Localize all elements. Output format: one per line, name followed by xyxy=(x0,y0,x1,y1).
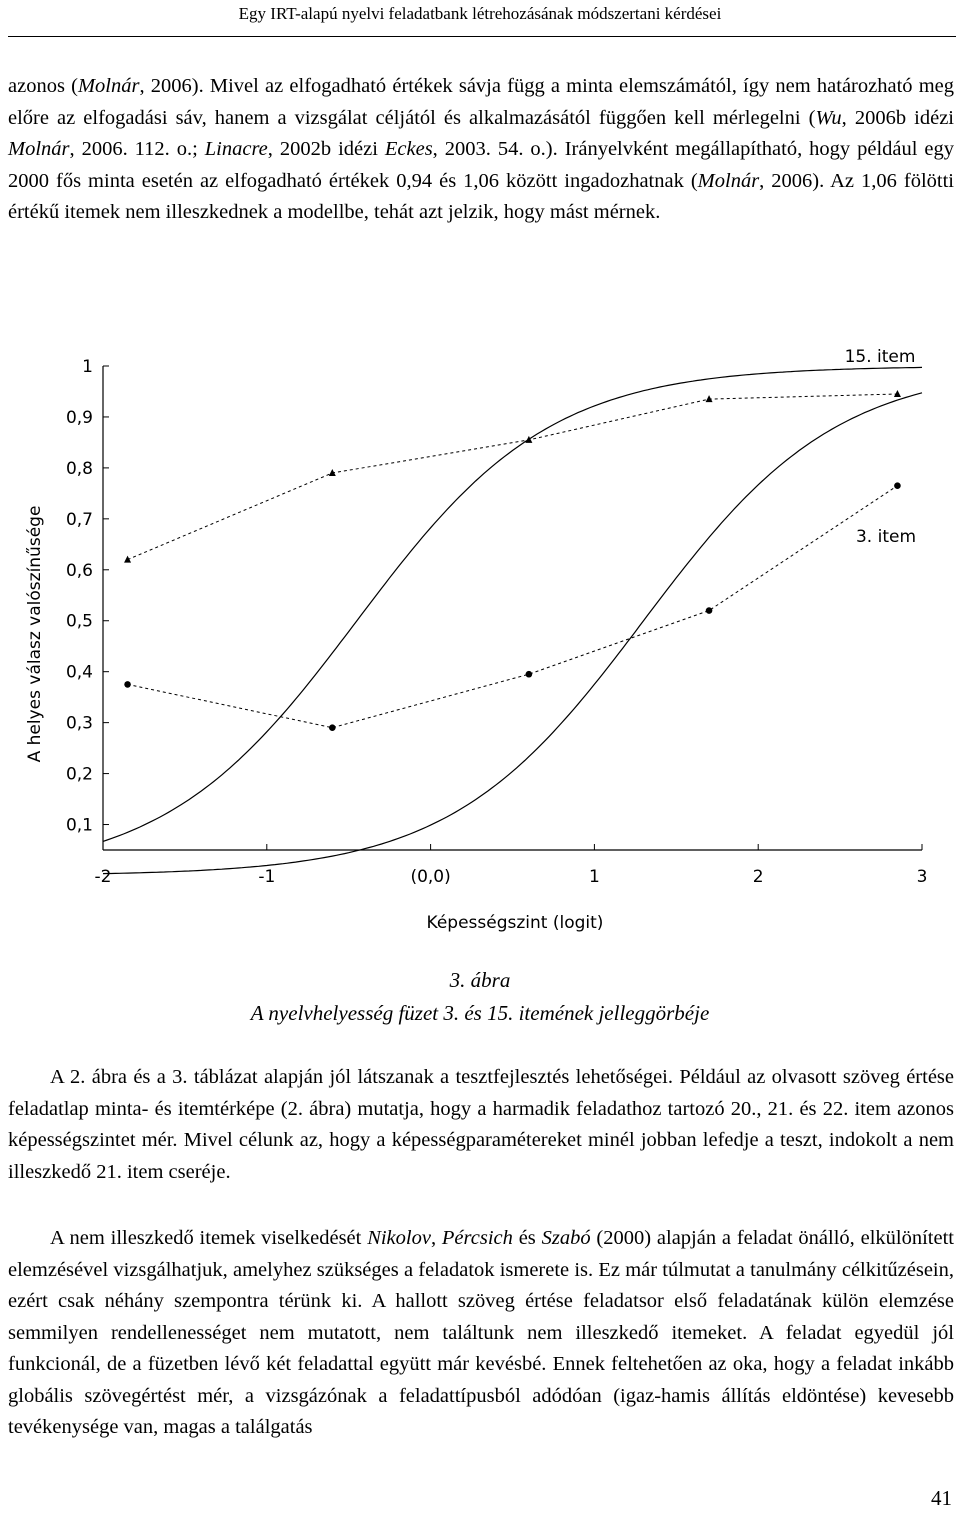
observed-line xyxy=(128,394,898,560)
y-tick-label: 0,7 xyxy=(65,509,93,530)
text-run: (2000) alapján a feladat önálló, elkülönített elemzésével vizsgálhatjuk, amelyhez szükséges a feladatok ismerete is. Ez már túlmutat a tanulmány célkitűzésein, ezért csak néhány szempontra térünk ki. A hallott szöveg értése feladatsor első feladatának külön elemzése semmilyen rendellenességet nem mutatott, nem találtunk nem illeszkedő itemeket. A feladat egyedül jól funkcionál, de a füzetben lévő két feladattal együtt már kevésbé. Ennek feltehetően az oka, hogy a feladat inkább globális szövegértést mér, a vizsgázónak a feladattípusból adódóan (igaz-hamis állítás eldöntése) kevesebb tevékenysége van, magas a találgatás xyxy=(8,1227,954,1438)
figure-number: 3. ábra xyxy=(449,968,511,992)
item-characteristic-chart xyxy=(0,330,960,960)
y-tick-label: 0,9 xyxy=(65,407,93,428)
citation-author: Molnár xyxy=(77,75,140,97)
text-run: azonos ( xyxy=(8,75,78,97)
circle-marker xyxy=(526,671,533,678)
x-tick-label: 2 xyxy=(752,867,764,887)
citation-author: Szabó xyxy=(541,1227,591,1249)
x-tick-label: -1 xyxy=(258,867,276,887)
citation-author: Eckes xyxy=(384,138,433,160)
y-tick-label: 0,2 xyxy=(65,764,93,785)
circle-marker xyxy=(894,482,901,489)
circle-marker xyxy=(124,681,131,688)
text-run: és xyxy=(512,1227,542,1249)
x-tick-label: 1 xyxy=(588,867,600,887)
citation-author: Wu xyxy=(815,106,842,129)
citation-author: Nikolov xyxy=(367,1227,431,1249)
page-number: 41 xyxy=(931,1486,952,1510)
circle-marker xyxy=(329,724,336,731)
text-run: , 2006. 112. o.; xyxy=(69,138,205,160)
citation-author: Molnár xyxy=(8,138,70,160)
x-tick-label: (0,0) xyxy=(410,867,451,887)
paragraph-2 xyxy=(8,1062,954,1188)
x-axis-label: Képességszint (logit) xyxy=(426,913,604,933)
paragraph-1 xyxy=(8,71,954,229)
series-label: 15. item xyxy=(844,347,916,367)
triangle-marker xyxy=(525,436,532,443)
x-tick-label: -2 xyxy=(94,867,112,887)
text-run: , 2002b idézi xyxy=(267,138,385,160)
figure-title: A nyelvhelyesség füzet 3. és 15. itemének jelleggörbéje xyxy=(250,1001,710,1025)
citation-author: Molnár xyxy=(697,169,760,192)
citation-author: Linacre xyxy=(204,138,268,160)
citation-author: Pércsich xyxy=(441,1227,513,1249)
running-header: Egy IRT-alapú nyelvi feladatbank létrehozásának módszertani kérdései xyxy=(238,4,722,23)
paragraph-3-text xyxy=(8,1227,954,1438)
text-run: A nem illeszkedő itemek viselkedését xyxy=(50,1227,368,1249)
y-axis-label: A helyes válasz valószínűsége xyxy=(25,505,45,763)
triangle-marker xyxy=(894,390,901,397)
text-run: , 2006b idézi xyxy=(841,106,954,129)
y-tick-label: 1 xyxy=(82,357,93,377)
model-curve xyxy=(103,393,922,874)
x-tick-label: 3 xyxy=(916,867,928,887)
y-tick-label: 0,1 xyxy=(65,815,93,836)
text-run: A 2. ábra és a 3. táblázat alapján jól látszanak a tesztfejlesztés lehetőségei. Például az olvasott szöveg értése feladatlap minta- és itemtérképe (2. ábra) mutatja, hogy a harmadik feladathoz tartozó 20., 21. és 22. item azonos képességszintet mér. Mivel célunk az, hogy a képességparamétereket minél jobban lefedje a teszt, indokolt a nem illeszkedő 21. item cseréje. xyxy=(8,1066,954,1183)
paragraph-3 xyxy=(8,1223,954,1444)
text-run: , 2006). Az 1,06 fölötti értékű itemek nem illeszkednek a modellbe, tehát azt jelzik, hogy mást mérnek. xyxy=(8,169,955,223)
y-tick-label: 0,8 xyxy=(65,458,93,479)
observed-line xyxy=(128,486,898,728)
text-run: , 2003. 54. o.). Irányelvként megállapítható, hogy például egy 2000 fős minta esetén az elfogadható értékek 0,94 és 1,06 között ingadozhatnak ( xyxy=(8,138,954,192)
circle-marker xyxy=(706,607,713,614)
model-curve xyxy=(103,367,922,841)
series-label: 3. item xyxy=(855,527,917,547)
paragraph-2-text xyxy=(8,1066,954,1183)
y-tick-label: 0,6 xyxy=(65,560,93,581)
header-rule xyxy=(8,36,956,37)
y-tick-label: 0,5 xyxy=(65,611,93,632)
text-run: , 2006). Mivel az elfogadható értékek sávja függ a minta elemszámától, így nem határozható meg előre az elfogadási sáv, hanem a vizsgálat céljától és alkalmazásától függően kell mérlegelni ( xyxy=(8,75,954,129)
y-tick-label: 0,4 xyxy=(65,662,93,683)
y-tick-label: 0,3 xyxy=(65,713,93,734)
text-run: , xyxy=(430,1227,442,1249)
